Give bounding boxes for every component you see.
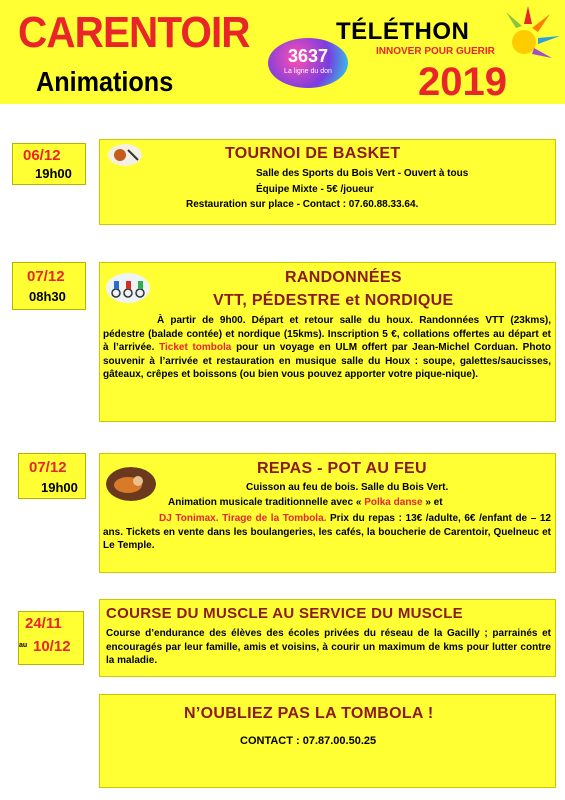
event-1-line-1: Salle des Sports du Bois Vert - Ouvert à tous: [256, 168, 469, 179]
event-2-title: RANDONNÉES: [285, 269, 402, 286]
event-4-date-card: [18, 611, 84, 665]
pot-au-feu-thumb-icon: [106, 467, 156, 501]
tombola-reminder-card: [99, 694, 556, 788]
event-2-text-part-1: À partir de 9h00. Départ et retour salle du houx. Randonnées VTT (23kms), pédestre (balade contée) et nordique (15kms). Inscription 5 €, collations offertes au départ et à l’arrivée.: [103, 315, 551, 353]
event-2-text-part-2: pour un voyage en ULM offert par Jean-Michel Corduan. Photo souvenir à l’arrivée et restauration en musique salle du Houx : soupe, galettes/saucisses, gâteaux, crêpes et boissons (ou bien vous pouvez apporter votre pique-nique).: [103, 342, 551, 380]
header-banner: [0, 0, 565, 104]
event-1-title: TOURNOI DE BASKET: [225, 145, 401, 162]
event-3-dj-tombola: DJ Tonimax. Tirage de la Tombola.: [159, 513, 327, 524]
event-4-au-label: au: [19, 642, 28, 649]
event-2-ticket-tombola: Ticket tombola: [159, 342, 232, 353]
page-subtitle: Animations: [36, 66, 174, 97]
event-2-date-card: [12, 262, 86, 310]
event-3-card: [99, 453, 556, 573]
event-3-text: Prix du repas : 13€ /adulte, 6€ /enfant de – 12 ans. Tickets en vente dans les boulangeries, les cafés, la boucherie de Carentoir, Quelneuc et Le Temple.: [103, 513, 551, 551]
sun-logo-icon: [502, 2, 564, 64]
event-4-card: [99, 599, 556, 677]
event-3-line-2: [168, 496, 443, 510]
telethon-tagline: INNOVER POUR GUERIR: [376, 46, 495, 57]
cyclists-thumb-icon: [106, 273, 150, 303]
event-4-title: COURSE DU MUSCLE AU SERVICE DU MUSCLE: [106, 605, 463, 622]
contact-line: CONTACT : 07.87.00.50.25: [240, 735, 377, 747]
event-2-card: [99, 262, 556, 422]
event-4-end-date: 10/12: [33, 638, 71, 655]
event-2-time: 08h30: [29, 289, 66, 304]
event-2-subtitle: VTT, PÉDESTRE et NORDIQUE: [213, 292, 454, 309]
event-3-date-card: [18, 453, 86, 499]
event-4-start-date: 24/11: [25, 615, 62, 632]
year-label: 2019: [418, 60, 507, 104]
event-1-card: [99, 139, 556, 225]
event-3-title: REPAS - POT AU FEU: [257, 460, 427, 477]
event-4-description: Course d’endurance des élèves des écoles privées du réseau de la Gacilly ; parrainés et encouragés par leur famille, amis et voisins, à courir un maximum de kms pour lutter contre la maladie.: [106, 628, 551, 666]
event-3-line-1: Cuisson au feu de bois. Salle du Bois Vert.: [246, 482, 449, 493]
badge-tagline: La ligne du don: [284, 68, 332, 75]
event-1-line-2: Équipe Mixte - 5€ /joueur: [256, 184, 374, 195]
event-3-description: [103, 512, 551, 553]
event-3-time: 19h00: [41, 480, 78, 495]
event-3-polka-danse: Polka danse: [364, 497, 423, 508]
event-1-date: 06/12: [23, 147, 61, 164]
tombola-reminder-title: N’OUBLIEZ PAS LA TOMBOLA !: [184, 705, 434, 722]
badge-number: 3637: [287, 46, 329, 66]
event-3-line-2-a: Animation musicale traditionnelle avec «: [168, 497, 362, 508]
telethon-logo-text: TÉLÉTHON: [336, 18, 470, 45]
basketball-thumb-icon: [108, 144, 142, 166]
event-3-date: 07/12: [29, 459, 67, 476]
event-1-date-card: [12, 143, 86, 185]
event-1-line-3: Restauration sur place - Contact : 07.60.88.33.64.: [186, 199, 419, 210]
event-1-time: 19h00: [35, 166, 72, 181]
page-title: CARENTOIR: [18, 8, 250, 57]
event-2-date: 07/12: [27, 268, 65, 285]
event-2-description: [103, 314, 551, 382]
event-3-line-2-b: » et: [425, 497, 443, 508]
